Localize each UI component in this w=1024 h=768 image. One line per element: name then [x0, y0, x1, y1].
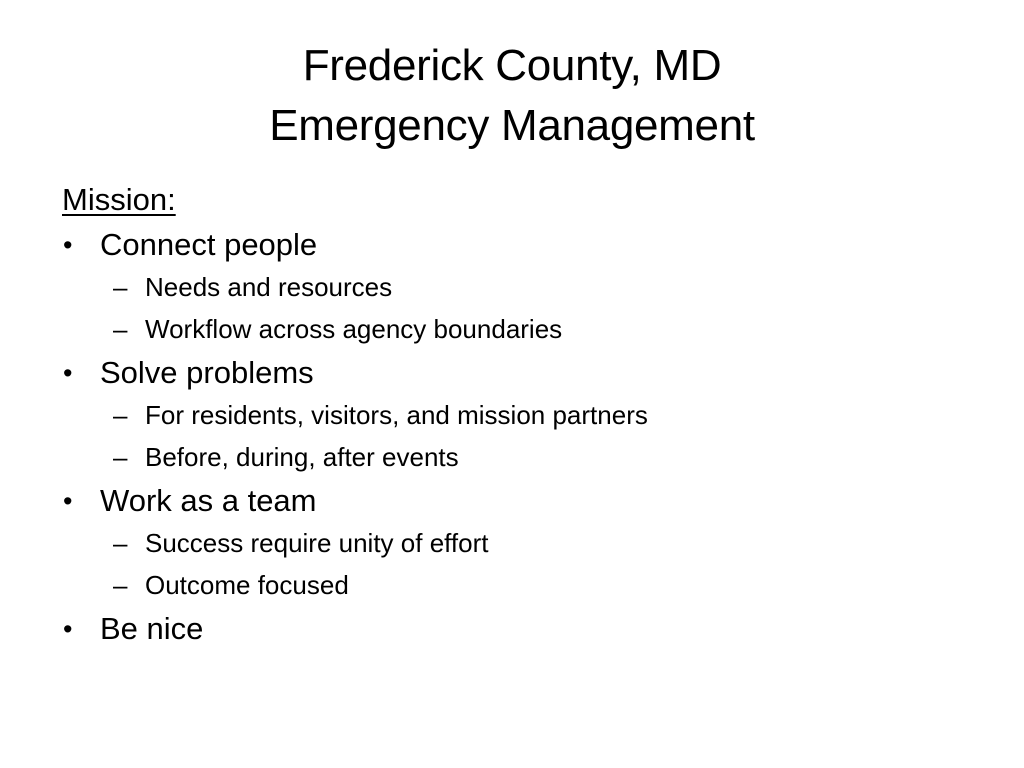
bullet-dot: •: [63, 358, 73, 388]
bullet-item: [62, 480, 982, 522]
title-line-1: Frederick County, MD: [302, 41, 722, 90]
slide-body: [62, 178, 982, 650]
bullet-item: [62, 352, 982, 394]
dash-marker: –: [113, 442, 128, 472]
sub-bullet-label: Workflow across agency boundaries: [145, 314, 563, 344]
sub-bullet-label: Needs and resources: [145, 272, 393, 302]
sub-bullet-item: [62, 308, 982, 350]
sub-bullet-label: For residents, visitors, and mission partners: [145, 400, 648, 430]
dash-marker: –: [113, 400, 128, 430]
sub-bullet-label: Before, during, after events: [145, 442, 459, 472]
sub-bullet-label: Success require unity of effort: [145, 528, 489, 558]
title-line-2: Emergency Management: [269, 101, 755, 150]
dash-marker: –: [113, 314, 128, 344]
bullet-dot: •: [63, 614, 73, 644]
slide-title: [0, 36, 1024, 156]
dash-marker: –: [113, 528, 128, 558]
dash-marker: –: [113, 570, 128, 600]
sub-bullet-item: [62, 436, 982, 478]
mission-heading: Mission:: [62, 182, 176, 217]
bullet-item: [62, 224, 982, 266]
sub-bullet-item: [62, 394, 982, 436]
bullet-dot: •: [63, 486, 73, 516]
sub-bullet-item: [62, 522, 982, 564]
bullet-label: Be nice: [100, 611, 204, 646]
dash-marker: –: [113, 272, 128, 302]
bullet-label: Connect people: [100, 227, 318, 262]
bullet-item: [62, 608, 982, 650]
bullet-dot: •: [63, 230, 73, 260]
bullet-label: Work as a team: [100, 483, 317, 518]
bullet-label: Solve problems: [100, 355, 314, 390]
sub-bullet-item: [62, 266, 982, 308]
sub-bullet-label: Outcome focused: [145, 570, 349, 600]
sub-bullet-item: [62, 564, 982, 606]
